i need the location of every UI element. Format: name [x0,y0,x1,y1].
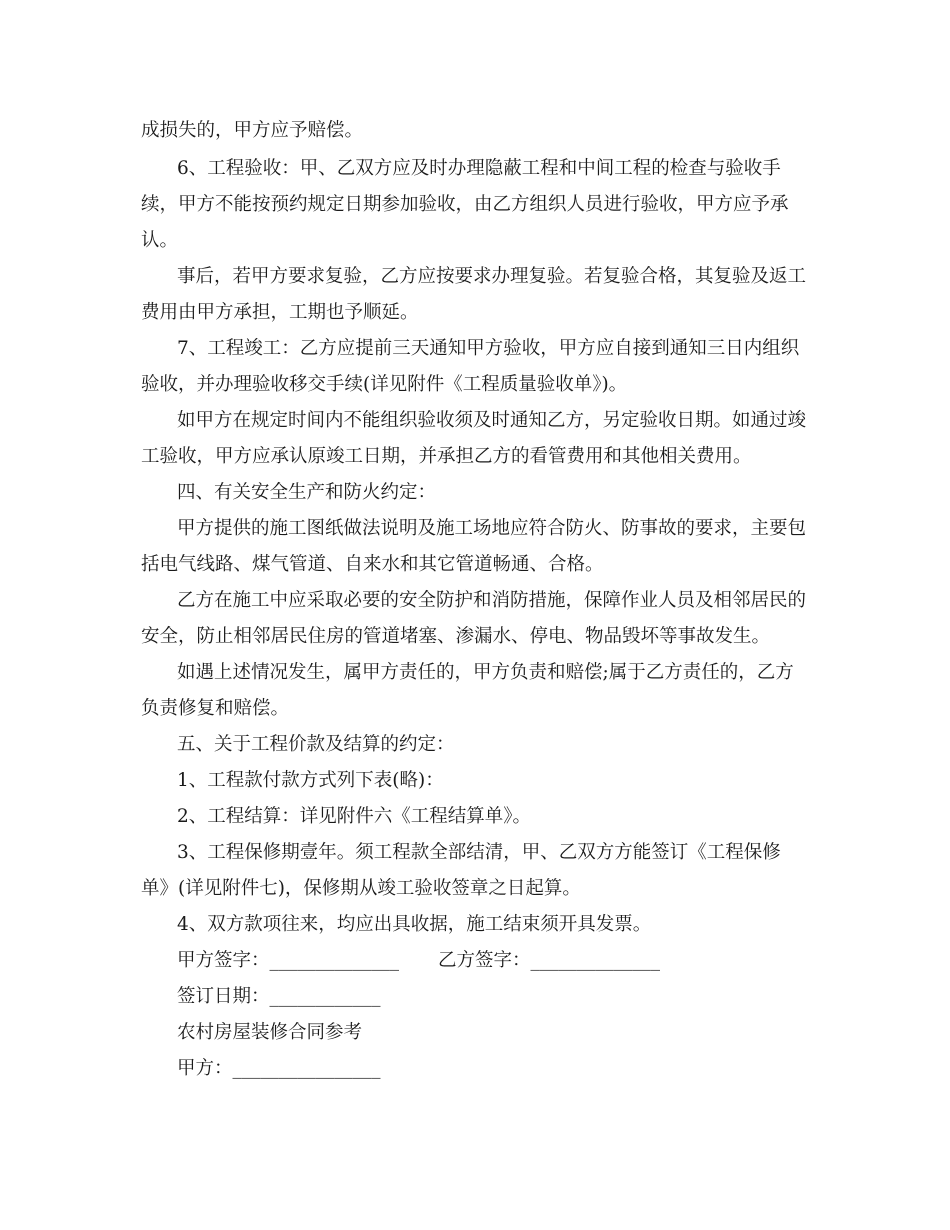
paragraph-line: 3、工程保修期壹年。须工程款全部结清，甲、乙双方方能签订《工程保修 [177,842,781,863]
paragraph-line: 6、工程验收：甲、乙双方应及时办理隐蔽工程和中间工程的检查与验收手 [177,158,781,179]
paragraph-line: 4、双方款项往来，均应出具收据，施工结束须开具发票。 [177,914,652,935]
paragraph-line: 认。 [141,230,179,251]
signature-party-a: 甲方签字：______________ [177,950,400,971]
paragraph-line: 续，甲方不能按预约规定日期参加验收，由乙方组织人员进行验收，甲方应予承 [141,194,789,215]
paragraph-line: 单》(详见附件七)，保修期从竣工验收签章之日起算。 [141,878,581,899]
document-title: 农村房屋装修合同参考 [177,1022,363,1043]
paragraph-line: 甲方提供的施工图纸做法说明及施工场地应符合防火、防事故的要求，主要包 [177,518,807,539]
paragraph-line: 安全，防止相邻居民住房的管道堵塞、渗漏水、停电、物品毁坏等事故发生。 [141,626,771,647]
paragraph-line: 7、工程竣工：乙方应提前三天通知甲方验收，甲方应自接到通知三日内组织 [177,338,800,359]
paragraph-line: 验收，并办理验收移交手续(详见附件《工程质量验收单》)。 [141,374,628,395]
paragraph-line: 2、工程结算：详见附件六《工程结算单》。 [177,806,532,827]
section-heading: 四、有关安全生产和防火约定： [177,482,437,503]
paragraph-line: 负责修复和赔偿。 [141,698,290,719]
paragraph-line: 1、工程款付款方式列下表(略)： [177,770,444,791]
paragraph-line: 乙方在施工中应采取必要的安全防护和消防措施，保障作业人员及相邻居民的 [177,590,807,611]
paragraph-line: 费用由甲方承担，工期也予顺延。 [141,302,419,323]
paragraph-line: 括电气线路、煤气管道、自来水和其它管道畅通、合格。 [141,554,604,575]
signature-party-b: 乙方签字：______________ [438,950,661,971]
sign-date: 签订日期：____________ [177,986,381,1007]
paragraph-line: 工验收，甲方应承认原竣工日期，并承担乙方的看管费用和其他相关费用。 [141,446,752,467]
paragraph-line: 事后，若甲方要求复验，乙方应按要求办理复验。若复验合格，其复验及返工 [177,266,807,287]
section-heading: 五、关于工程价款及结算的约定： [177,734,455,755]
paragraph-line: 成损失的，甲方应予赔偿。 [141,120,364,141]
paragraph-line: 如甲方在规定时间内不能组织验收须及时通知乙方，另定验收日期。如通过竣 [177,410,807,431]
paragraph-line: 如遇上述情况发生，属甲方责任的，甲方负责和赔偿;属于乙方责任的，乙方 [177,662,794,683]
party-a-line: 甲方：________________ [177,1058,381,1079]
